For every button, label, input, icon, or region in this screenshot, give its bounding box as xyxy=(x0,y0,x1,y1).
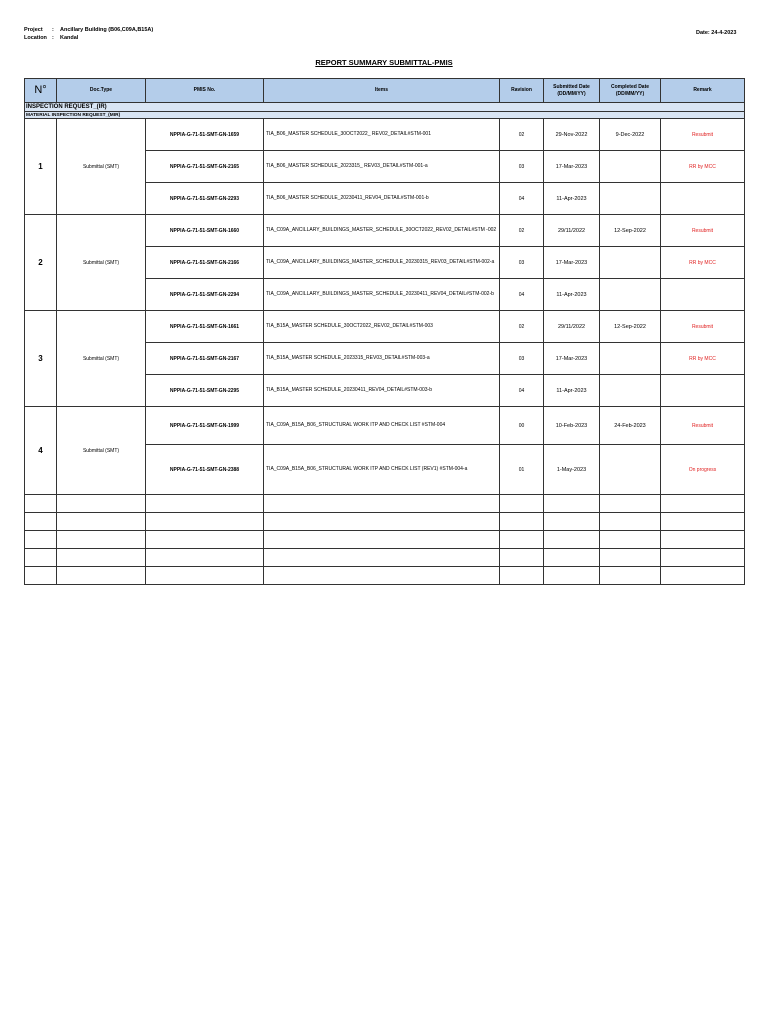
date-label: Date: xyxy=(696,30,710,36)
date-value: 24-4-2023 xyxy=(711,30,737,36)
col-header-submitted: Submitted Date (DD/MM/YY) xyxy=(544,79,600,103)
project-value: Ancillary Building (B06,C09A,B15A) xyxy=(60,27,154,33)
pmis-cell: NPPIA-G-71-51-SMT-GN-2293 xyxy=(146,183,264,215)
revision-cell: 01 xyxy=(500,445,544,495)
doc-type-cell: Submittal (SMT) xyxy=(57,311,146,407)
pmis-cell: NPPIA-G-71-51-SMT-GN-1661 xyxy=(146,311,264,343)
item-cell: TIA_C09A_B15A_B06_STRUCTURAL WORK ITP AND CHECK LIST (REV1) #STM-004-a xyxy=(264,445,500,495)
doc-type-cell: Submittal (SMT) xyxy=(57,215,146,311)
location-value: Kandal xyxy=(60,35,79,41)
table-row xyxy=(25,119,745,151)
col-header-remark: Remark xyxy=(661,79,745,103)
project-line: Project : Ancillary Building (B06,C09A,B15A) xyxy=(24,27,154,33)
completed-date-cell: 9-Dec-2022 xyxy=(600,119,661,151)
completed-date-cell xyxy=(600,375,661,407)
doc-type-cell: Submittal (SMT) xyxy=(57,119,146,215)
pmis-cell: NPPIA-G-71-51-SMT-GN-2294 xyxy=(146,279,264,311)
item-cell: TIA_B15A_MASTER SCHEDULE_20230411_REV04_DETAIL#STM-003-b xyxy=(264,375,500,407)
col-header-no: N° xyxy=(25,79,57,103)
submitted-date-cell: 17-Mar-2023 xyxy=(544,247,600,279)
item-cell: TIA_B06_MASTER SCHEDULE_2023315_ REV03_DETAIL#STM-001-a xyxy=(264,151,500,183)
project-label: Project xyxy=(24,27,43,33)
col-header-completed: Completed Date (DD/MM/YY) xyxy=(600,79,661,103)
remark-cell: RR by MCC xyxy=(661,247,745,279)
item-cell: TIA_C09A_B15A_B06_STRUCTURAL WORK ITP AND CHECK LIST #STM-004 xyxy=(264,407,500,445)
completed-date-cell xyxy=(600,247,661,279)
completed-date-cell xyxy=(600,445,661,495)
doc-type-cell: Submittal (SMT) xyxy=(57,407,146,495)
completed-date-cell xyxy=(600,279,661,311)
table-row xyxy=(25,407,745,445)
submittal-table xyxy=(24,78,745,585)
item-cell: TIA_C09A_ANCILLARY_BUILDINGS_MASTER_SCHEDULE_20230411_REV04_DETAIL#STM-002-b xyxy=(264,279,500,311)
remark-cell: RR by MCC xyxy=(661,343,745,375)
empty-row xyxy=(25,495,745,513)
pmis-cell: NPPIA-G-71-51-SMT-GN-2295 xyxy=(146,375,264,407)
item-cell: TIA_C09A_ANCILLARY_BUILDINGS_MASTER_SCHEDULE_20230315_REV03_DETAIL#STM-002-a xyxy=(264,247,500,279)
remark-cell xyxy=(661,183,745,215)
location-label: Location xyxy=(24,35,47,41)
completed-date-cell: 12-Sep-2022 xyxy=(600,215,661,247)
col-header-pmis: PMIS No. xyxy=(146,79,264,103)
empty-row xyxy=(25,531,745,549)
group-number: 3 xyxy=(25,311,57,407)
pmis-cell: NPPIA-G-71-51-SMT-GN-2165 xyxy=(146,151,264,183)
group-number: 2 xyxy=(25,215,57,311)
remark-cell: Resubmit xyxy=(661,119,745,151)
revision-cell: 03 xyxy=(500,151,544,183)
completed-date-cell xyxy=(600,151,661,183)
col-header-doc-type: Doc.Type xyxy=(57,79,146,103)
remark-cell: Resubmit xyxy=(661,407,745,445)
submitted-date-cell: 11-Apr-2023 xyxy=(544,183,600,215)
revision-cell: 02 xyxy=(500,215,544,247)
table-row xyxy=(25,215,745,247)
group-number: 4 xyxy=(25,407,57,495)
submitted-date-cell: 11-Apr-2023 xyxy=(544,375,600,407)
remark-cell xyxy=(661,279,745,311)
remark-cell: RR by MCC xyxy=(661,151,745,183)
location-line: Location : Kandal xyxy=(24,35,79,41)
remark-cell: On progress xyxy=(661,445,745,495)
table-header-row xyxy=(25,79,745,103)
submitted-date-cell: 29-Nov-2022 xyxy=(544,119,600,151)
pmis-cell: NPPIA-G-71-51-SMT-GN-1999 xyxy=(146,407,264,445)
revision-cell: 04 xyxy=(500,375,544,407)
pmis-cell: NPPIA-G-71-51-SMT-GN-2167 xyxy=(146,343,264,375)
section-title-ir: INSPECTION REQUEST_(IR) xyxy=(25,103,745,112)
submitted-date-cell: 29/11/2022 xyxy=(544,311,600,343)
item-cell: TIA_B15A_MASTER SCHEDULE_2023315_REV03_DETAIL#STM-003-a xyxy=(264,343,500,375)
revision-cell: 02 xyxy=(500,311,544,343)
remark-cell: Resubmit xyxy=(661,215,745,247)
col-header-items: Items xyxy=(264,79,500,103)
group-number: 1 xyxy=(25,119,57,215)
completed-date-cell: 24-Feb-2023 xyxy=(600,407,661,445)
remark-cell: Resubmit xyxy=(661,311,745,343)
revision-cell: 03 xyxy=(500,343,544,375)
report-date xyxy=(696,30,736,36)
empty-row xyxy=(25,513,745,531)
empty-row xyxy=(25,549,745,567)
completed-date-cell: 12-Sep-2022 xyxy=(600,311,661,343)
revision-cell: 04 xyxy=(500,279,544,311)
section-title-mir: MATERIAL INSPECTION REQUEST_(MIR) xyxy=(25,112,745,119)
table-row xyxy=(25,311,745,343)
col-header-revision: Ravision xyxy=(500,79,544,103)
empty-row xyxy=(25,567,745,585)
submitted-date-cell: 1-May-2023 xyxy=(544,445,600,495)
pmis-cell: NPPIA-G-71-51-SMT-GN-1659 xyxy=(146,119,264,151)
item-cell: TIA_C09A_ANCILLARY_BUILDINGS_MASTER_SCHEDULE_30OCT2022_REV02_DETAIL#STM -002 xyxy=(264,215,500,247)
revision-cell: 04 xyxy=(500,183,544,215)
pmis-cell: NPPIA-G-71-51-SMT-GN-2166 xyxy=(146,247,264,279)
table-body xyxy=(25,103,745,585)
remark-cell xyxy=(661,375,745,407)
revision-cell: 00 xyxy=(500,407,544,445)
submitted-date-cell: 10-Feb-2023 xyxy=(544,407,600,445)
section-row-mir xyxy=(25,112,745,119)
completed-date-cell xyxy=(600,343,661,375)
item-cell: TIA_B15A_MASTER SCHEDULE_30OCT2022_REV02_DETAIL#STM-003 xyxy=(264,311,500,343)
report-title: REPORT SUMMARY SUBMITTAL-PMIS xyxy=(315,58,453,67)
section-row-ir xyxy=(25,103,745,112)
submitted-date-cell: 29/11/2022 xyxy=(544,215,600,247)
submitted-date-cell: 17-Mar-2023 xyxy=(544,151,600,183)
pmis-cell: NPPIA-G-71-51-SMT-GN-1660 xyxy=(146,215,264,247)
submitted-date-cell: 17-Mar-2023 xyxy=(544,343,600,375)
revision-cell: 03 xyxy=(500,247,544,279)
item-cell: TIA_B06_MASTER SCHEDULE_30OCT2022_ REV02_DETAIL#STM-001 xyxy=(264,119,500,151)
submitted-date-cell: 11-Apr-2023 xyxy=(544,279,600,311)
completed-date-cell xyxy=(600,183,661,215)
revision-cell: 02 xyxy=(500,119,544,151)
pmis-cell: NPPIA-G-71-51-SMT-GN-2388 xyxy=(146,445,264,495)
item-cell: TIA_B06_MASTER SCHEDULE_20230411_REV04_DETAIL#STM-001-b xyxy=(264,183,500,215)
